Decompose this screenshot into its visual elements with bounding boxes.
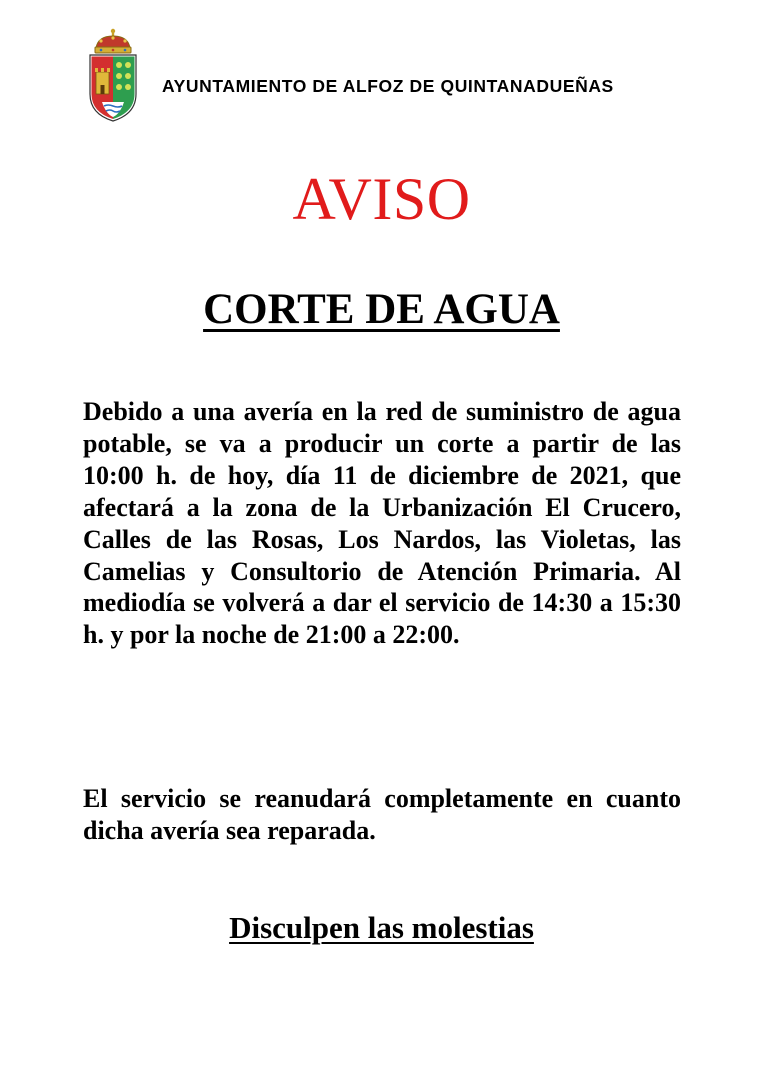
service-resumption-text: El servicio se reanudará completamente en cuanto dicha avería sea reparada. <box>83 784 681 845</box>
shield-icon <box>90 55 136 121</box>
organization-name: AYUNTAMIENTO DE ALFOZ DE QUINTANADUEÑAS <box>162 76 614 96</box>
closing-apology: Disculpen las molestias <box>229 910 534 945</box>
notice-title: CORTE DE AGUA <box>203 286 560 333</box>
municipal-coat-of-arms-icon <box>86 28 140 124</box>
notice-body: Debido a una avería en la red de suministro de agua potable, se va a producir un corte a partir de las 10:00 h. de hoy, día 11 de diciembre de 2021, que afectará a la zona de la Urbanización El Crucero, Calles de las Rosas, Los Nardos, las Violetas, las Camelias y Consultorio de Atención Primaria. Al mediodía se volverá a dar el servicio de 14:30 a 15:30 h. y por la noche de 21:00 a 22:00. <box>83 397 681 650</box>
notice-label: AVISO <box>292 166 471 232</box>
crown-icon <box>95 29 131 53</box>
